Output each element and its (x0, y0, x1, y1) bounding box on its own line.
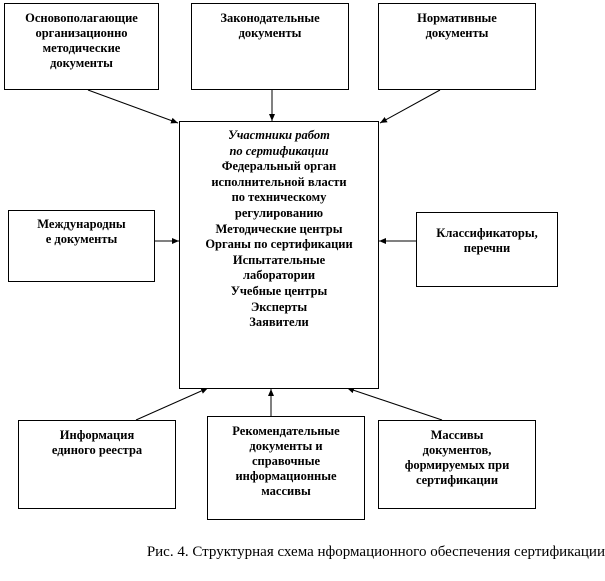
box-classifiers-lists (416, 212, 558, 287)
box-line: документов, (422, 443, 492, 457)
box-legislative-documents (191, 3, 349, 90)
box-line: формируемых при (404, 458, 510, 472)
box-unified-registry-info (18, 420, 176, 509)
box-certification-participants (179, 121, 379, 389)
participant-line: Эксперты (250, 299, 308, 314)
arrow-top-left (88, 90, 178, 123)
participant-line: Учебные центры (230, 283, 328, 298)
box-line: документы и (249, 439, 323, 453)
box-line: Классификаторы, (436, 226, 538, 240)
box-line: перечни (463, 241, 511, 255)
box-line: Основополагающие (25, 11, 138, 25)
arrow-top-right (380, 90, 440, 123)
box-line: документы (425, 26, 489, 40)
box-line: информационные (235, 469, 337, 483)
box-international-documents (8, 210, 155, 282)
box-line: Информация (59, 428, 135, 442)
box-line: Международны (37, 217, 126, 231)
participant-line: исполнительной власти (211, 174, 347, 189)
participant-line: Федеральный орган (221, 159, 337, 174)
box-line: сертификации (415, 473, 499, 487)
box-certification-document-arrays (378, 420, 536, 509)
box-line: е документы (45, 232, 118, 246)
participant-line: лаборатории (242, 268, 316, 283)
box-line: Массивы (430, 428, 484, 442)
box-line: массивы (261, 484, 311, 498)
participant-line: Методические центры (215, 221, 343, 236)
box-line: Нормативные (417, 11, 497, 25)
participant-line: Заявители (249, 315, 309, 330)
box-normative-documents (378, 3, 536, 90)
figure-caption: Рис. 4. Структурная схема нформационного обеспечения сертификации (146, 544, 605, 560)
box-line: Законодательные (220, 11, 320, 25)
participant-line: Испытательные (232, 252, 326, 267)
box-line: организационно (35, 26, 128, 40)
participant-line: по техническому (231, 190, 327, 205)
box-line: документы (50, 56, 113, 70)
box-line: единого реестра (51, 443, 143, 457)
box-recommendation-reference-arrays (207, 416, 365, 520)
participant-line: регулированию (234, 205, 324, 220)
box-line: Рекомендательные (232, 424, 340, 438)
box-line: справочные (251, 454, 321, 468)
box-line: документы (238, 26, 302, 40)
box-foundational-documents (4, 3, 159, 90)
center-heading-line: Участники работ (228, 128, 330, 142)
box-line: методические (42, 41, 121, 55)
participant-line: Органы по сертификации (205, 237, 353, 252)
arrow-bottom-left (136, 388, 208, 420)
center-heading-line: по сертификации (229, 143, 329, 158)
